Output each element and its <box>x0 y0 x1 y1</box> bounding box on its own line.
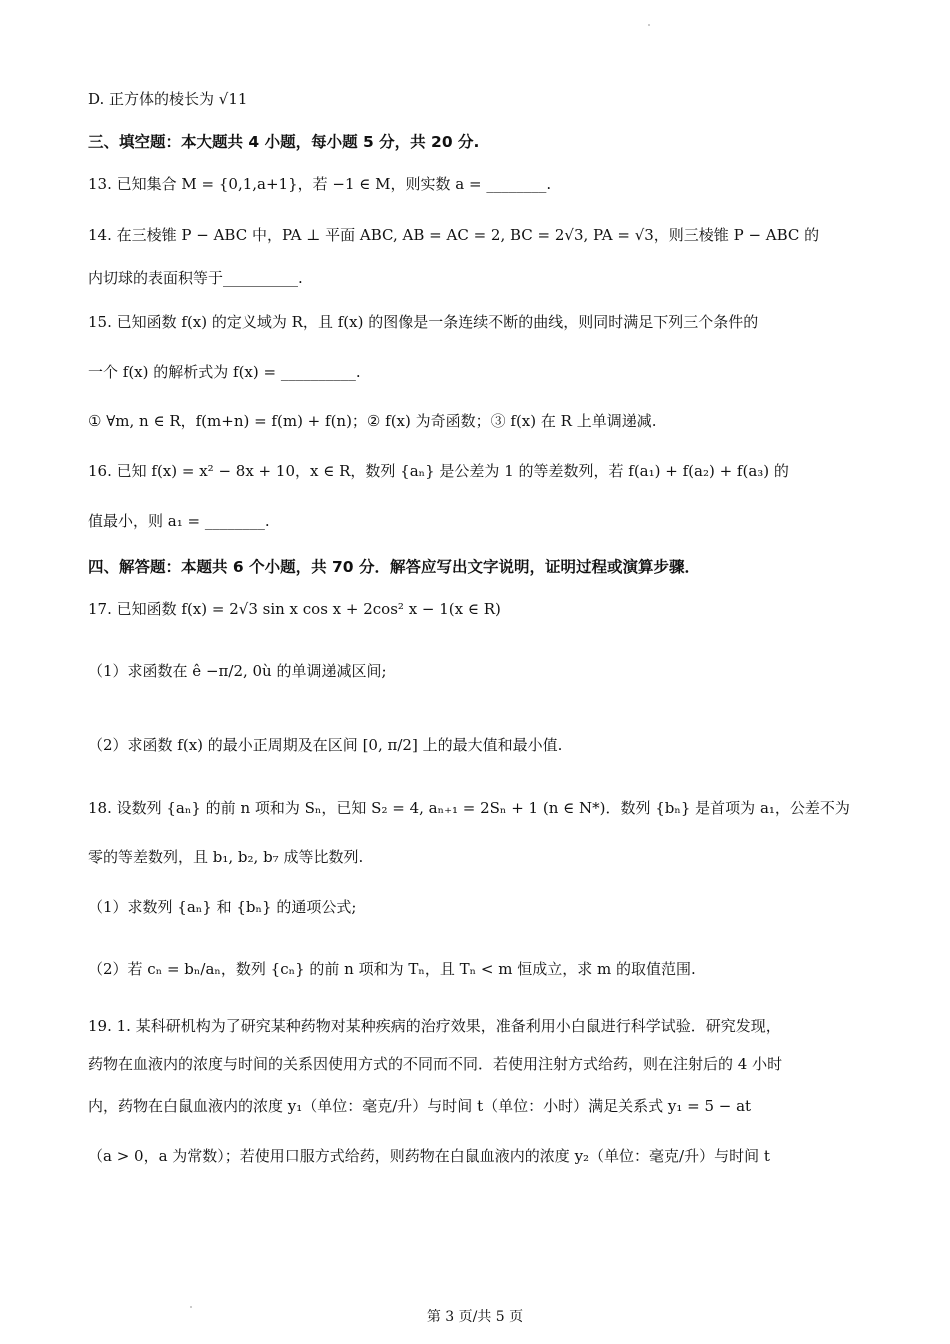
page-footer: 第 3 页/共 5 页 <box>426 1309 524 1325</box>
section-3-heading: 三、填空题：本大题共 4 小题，每小题 5 分，共 20 分. <box>88 133 480 151</box>
question-17: 17. 已知函数 f(x) = 2√3 sin x cos x + 2cos² x − 1(x ∈ R) <box>88 600 501 618</box>
question-17-part-1: （1）求函数在 ê −π/2, 0ù 的单调递减区间; <box>88 662 387 680</box>
question-14-line-1: 14. 在三棱锥 P − ABC 中，PA ⊥ 平面 ABC, AB = AC = 2, BC = 2√3, PA = √3，则三棱锥 P − ABC 的 <box>88 226 820 244</box>
question-15-conditions: ① ∀m, n ∈ R，f(m+n) = f(m) + f(n)；② f(x) 为奇函数；③ f(x) 在 R 上单调递减. <box>88 412 657 430</box>
question-19-line-4: （a > 0，a 为常数）；若使用口服方式给药，则药物在白鼠血液内的浓度 y₂（单位：毫克/升）与时间 t <box>88 1147 770 1165</box>
question-18-part-1: （1）求数列 {aₙ} 和 {bₙ} 的通项公式; <box>88 898 357 916</box>
option-d: D. 正方体的棱长为 √11 <box>88 90 248 108</box>
question-19-line-1: 19. 1. 某科研机构为了研究某种药物对某种疾病的治疗效果，准备利用小白鼠进行科学试验．研究发现， <box>88 1017 781 1035</box>
question-19-line-3: 内，药物在白鼠血液内的浓度 y₁（单位：毫克/升）与时间 t（单位：小时）满足关系式 y₁ = 5 − at <box>88 1097 752 1115</box>
question-13: 13. 已知集合 M = {0,1,a+1}，若 −1 ∈ M，则实数 a = ________. <box>88 175 552 193</box>
question-16-line-2: 值最小，则 a₁ = ________. <box>88 512 270 530</box>
question-15-line-2: 一个 f(x) 的解析式为 f(x) = __________. <box>88 363 361 381</box>
question-15-line-1: 15. 已知函数 f(x) 的定义域为 R，且 f(x) 的图像是一条连续不断的曲线，则同时满足下列三个条件的 <box>88 313 759 331</box>
section-4-heading: 四、解答题：本题共 6 个小题，共 70 分．解答应写出文字说明，证明过程或演算步骤． <box>88 558 700 576</box>
question-19-line-2: 药物在血液内的浓度与时间的关系因使用方式的不同而不同．若使用注射方式给药，则在注射后的 4 小时 <box>88 1055 783 1073</box>
question-18-line-2: 零的等差数列，且 b₁, b₂, b₇ 成等比数列. <box>88 848 364 866</box>
question-18-line-1: 18. 设数列 {aₙ} 的前 n 项和为 Sₙ，已知 S₂ = 4, aₙ₊₁ = 2Sₙ + 1 (n ∈ N*)．数列 {bₙ} 是首项为 a₁，公差不为 <box>88 799 850 817</box>
question-16-line-1: 16. 已知 f(x) = x² − 8x + 10，x ∈ R，数列 {aₙ} 是公差为 1 的等差数列，若 f(a₁) + f(a₂) + f(a₃) 的 <box>88 462 789 480</box>
question-17-part-2: （2）求函数 f(x) 的最小正周期及在区间 [0, π/2] 上的最大值和最小值. <box>88 736 563 754</box>
question-14-line-2: 内切球的表面积等于__________. <box>88 269 303 287</box>
scan-speck-top <box>648 24 650 26</box>
question-18-part-2: （2）若 cₙ = bₙ/aₙ，数列 {cₙ} 的前 n 项和为 Tₙ，且 Tₙ < m 恒成立，求 m 的取值范围. <box>88 960 696 978</box>
